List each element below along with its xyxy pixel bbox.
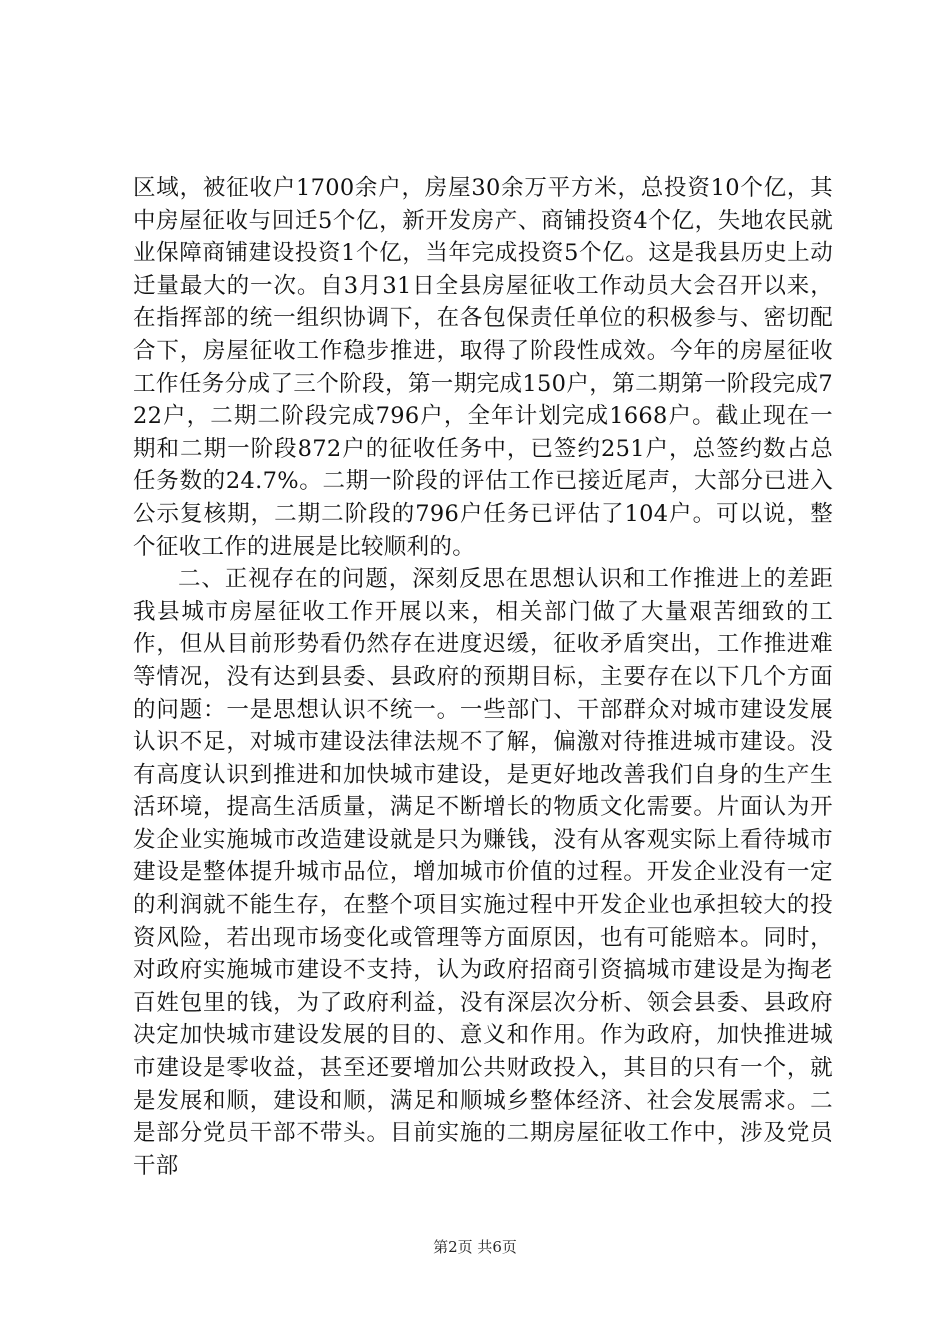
paragraph-1: 区域，被征收户1700余户，房屋30余万平方米，总投资10个亿，其中房屋征收与回迁5个亿，新开发房产、商铺投资4个亿，失地农民就业保障商铺建设投资1个亿，当年完成投资5个亿。这是我县历史上动迁量最大的一次。自3月31日全县房屋征收工作动员大会召开以来，在指挥部的统一组织协调下，在各包保责任单位的积极参与、密切配合下，房屋征收工作稳步推进，取得了阶段性成效。今年的房屋征收工作任务分成了三个阶段，第一期完成150户，第二期第一阶段完成722户，二期二阶段完成796户，全年计划完成1668户。截止现在一期和二期一阶段872户的征收任务中，已签约251户，总签约数占总任务数的24.7%。二期一阶段的评估工作已接近尾声，大部分已进入公示复核期，二期二阶段的796户任务已评估了104户。可以说，整个征收工作的进展是比较顺利的。 — [133, 175, 833, 560]
document-body — [133, 172, 833, 1182]
paragraph-2: 二、正视存在的问题，深刻反思在思想认识和工作推进上的差距我县城市房屋征收工作开展以来，相关部门做了大量艰苦细致的工作，但从目前形势看仍然存在进度迟缓，征收矛盾突出，工作推进难等情况，没有达到县委、县政府的预期目标，主要存在以下几个方面的问题：一是思想认识不统一。一些部门、干部群众对城市建设发展认识不足，对城市建设法律法规不了解，偏激对待推进城市建设。没有高度认识到推进和加快城市建设，是更好地改善我们自身的生产生活环境，提高生活质量，满足不断增长的物质文化需要。片面认为开发企业实施城市改造建设就是只为赚钱，没有从客观实际上看待城市建设是整体提升城市品位，增加城市价值的过程。开发企业没有一定的利润就不能生存，在整个项目实施过程中开发企业也承担较大的投资风险，若出现市场变化或管理等方面原因，也有可能赔本。同时，对政府实施城市建设不支持，认为政府招商引资搞城市建设是为掏老百姓包里的钱，为了政府利益，没有深层次分析、领会县委、县政府决定加快城市建设发展的目的、意义和作用。作为政府，加快推进城市建设是零收益，甚至还要增加公共财政投入，其目的只有一个，就是发展和顺，建设和顺，满足和顺城乡整体经济、社会发展需求。二是部分党员干部不带头。目前实施的二期房屋征收工作中，涉及党员干部 — [133, 566, 833, 1179]
page-number-footer: 第2页 共6页 — [433, 1238, 517, 1256]
